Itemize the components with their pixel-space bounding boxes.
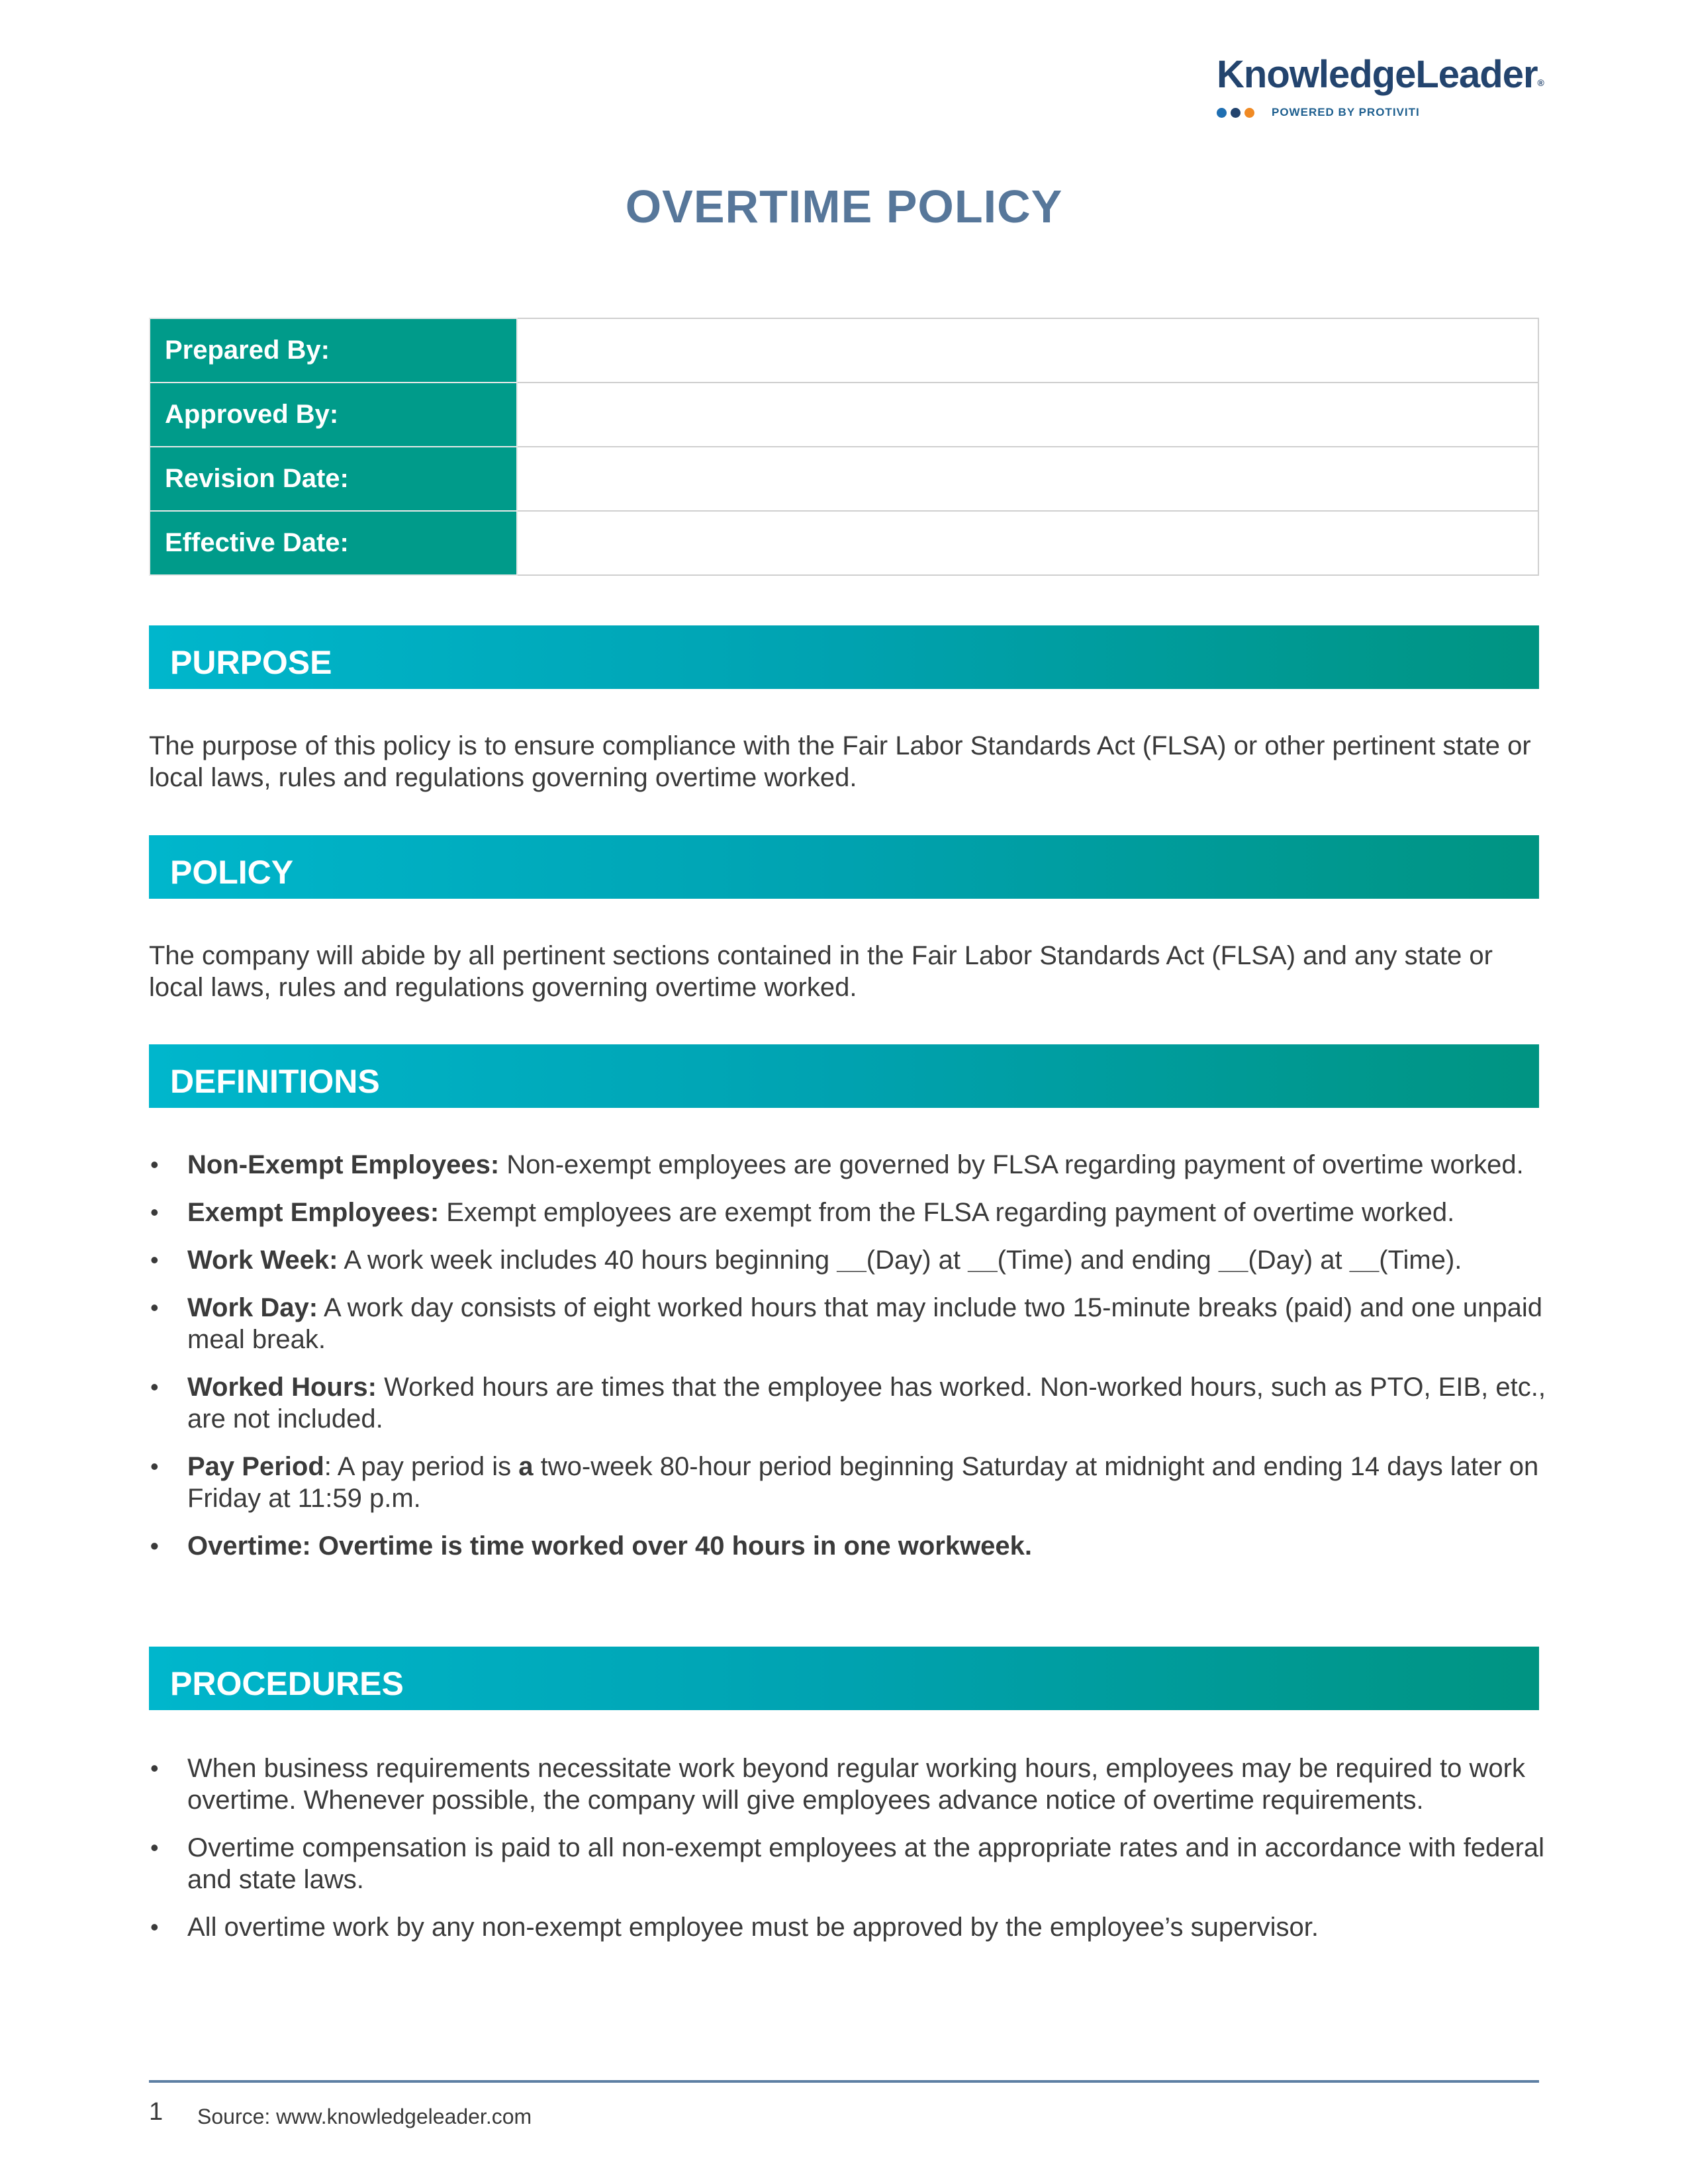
meta-row-approved-by	[150, 383, 1538, 447]
section-heading-purpose: PURPOSE	[149, 625, 1539, 689]
meta-row-prepared-by	[150, 318, 1538, 383]
definition-term: Work Week:	[187, 1246, 338, 1275]
definition-emphasis: a	[518, 1452, 534, 1481]
definition-text: (Day) at	[1248, 1246, 1350, 1275]
footer-divider	[149, 2080, 1539, 2083]
list-item	[149, 1197, 1546, 1228]
list-item	[149, 1292, 1546, 1355]
definition-text: A work day consists of eight worked hours that may include two 15-minute breaks (paid) and one unpaid meal break.	[187, 1293, 1543, 1354]
definition-term: Exempt Employees:	[187, 1198, 440, 1227]
section-heading-definitions: DEFINITIONS	[149, 1044, 1539, 1108]
document-meta-table	[149, 318, 1539, 576]
definition-text: Non-exempt employees are governed by FLSA regarding payment of overtime worked.	[499, 1150, 1524, 1179]
logo-name: KnowledgeLeader	[1217, 53, 1538, 96]
meta-value-field[interactable]	[517, 447, 1538, 511]
footer-source: Source: www.knowledgeleader.com	[197, 2105, 532, 2128]
page-number: 1	[149, 2098, 164, 2126]
definitions-list	[149, 1149, 1546, 1578]
meta-value-field[interactable]	[517, 318, 1538, 383]
logo-dot-icon	[1244, 108, 1254, 118]
document-title: OVERTIME POLICY	[625, 181, 1063, 232]
definition-text: A work week includes 40 hours beginning	[338, 1246, 837, 1275]
logo-trademark: ®	[1537, 77, 1544, 88]
definition-text: Overtime is time worked over 40 hours in one workweek.	[310, 1531, 1033, 1561]
list-item	[149, 1451, 1546, 1514]
definition-text: (Time).	[1379, 1246, 1462, 1275]
list-item	[149, 1371, 1546, 1435]
blank-line: __	[968, 1246, 998, 1275]
list-item: • Overtime compensation is paid to all non-exempt employees at the appropriate rates and in accordance with federal and state laws.	[149, 1832, 1546, 1895]
definition-term: Worked Hours:	[187, 1373, 377, 1402]
definition-text: (Day) at	[866, 1246, 968, 1275]
logo-powered-by: POWERED BY PROTIVITI	[1272, 106, 1420, 118]
section-heading-procedures: PROCEDURES	[149, 1647, 1539, 1710]
purpose-text: The purpose of this policy is to ensure compliance with the Fair Labor Standards Act (FLSA) or other pertinent state or local laws, rules and regulations governing overtime worked.	[149, 731, 1531, 792]
meta-label: Approved By:	[150, 383, 517, 447]
blank-line: __	[1349, 1246, 1380, 1275]
logo-dot-icon	[1217, 108, 1227, 118]
logo-wordmark	[1217, 52, 1544, 98]
definition-term: Pay Period	[187, 1452, 324, 1481]
meta-label: Effective Date:	[150, 511, 517, 575]
meta-label: Revision Date:	[150, 447, 517, 511]
procedures-list	[149, 1752, 1546, 1959]
knowledgeleader-logo	[1217, 52, 1544, 119]
blank-line: __	[1218, 1246, 1248, 1275]
definition-term: Non-Exempt Employees:	[187, 1150, 500, 1179]
list-item: • When business requirements necessitate work beyond regular working hours, employees may be required to work overtime. Whenever possible, the company will give employees advance notice of overtime requirements.	[149, 1752, 1546, 1816]
section-heading-policy: POLICY	[149, 835, 1539, 899]
definition-text: Exempt employees are exempt from the FLSA regarding payment of overtime worked.	[439, 1198, 1455, 1227]
list-item	[149, 1530, 1546, 1562]
meta-label: Prepared By:	[150, 318, 517, 383]
list-item: • All overtime work by any non-exempt employee must be approved by the employee’s supervisor.	[149, 1911, 1546, 1943]
blank-line: __	[837, 1246, 867, 1275]
meta-value-field[interactable]	[517, 511, 1538, 575]
logo-tagline-row	[1217, 106, 1534, 119]
policy-text: The company will abide by all pertinent sections contained in the Fair Labor Standards Act (FLSA) and any state or local laws, rules and regulations governing overtime worked.	[149, 941, 1493, 1002]
meta-value-field[interactable]	[517, 383, 1538, 447]
definition-text: two-week 80-hour period beginning Saturday at midnight and ending 14 days later on Friday at 11:59 p.m.	[187, 1452, 1539, 1513]
meta-row-revision-date	[150, 447, 1538, 511]
list-item	[149, 1149, 1546, 1181]
list-item	[149, 1244, 1546, 1276]
definition-text: Worked hours are times that the employee has worked. Non-worked hours, such as PTO, EIB, etc., are not included.	[187, 1373, 1546, 1433]
definition-text: (Time) and ending	[997, 1246, 1219, 1275]
definition-text: : A pay period is	[324, 1452, 519, 1481]
logo-dot-icon	[1231, 108, 1241, 118]
definition-term: Overtime:	[187, 1531, 311, 1561]
definition-term: Work Day:	[187, 1293, 318, 1322]
meta-row-effective-date	[150, 511, 1538, 575]
